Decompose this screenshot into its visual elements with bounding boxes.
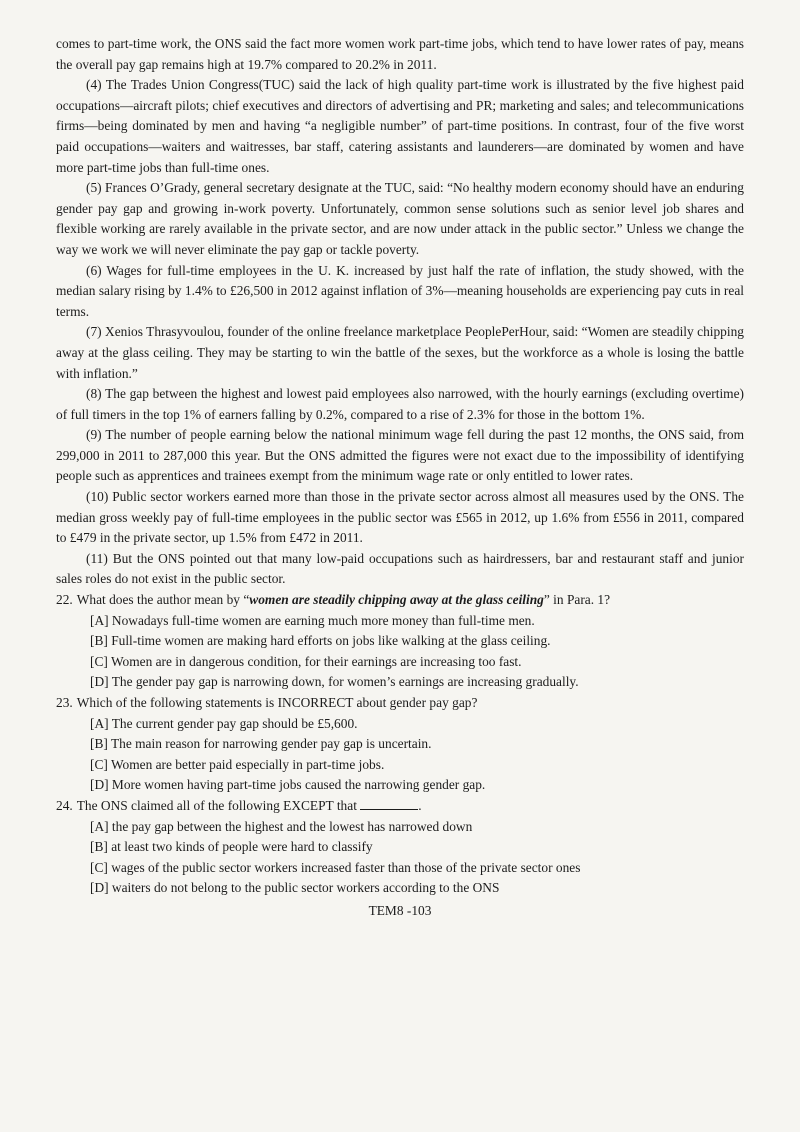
page-footer: TEM8 -103 <box>368 902 432 918</box>
option-24-d[interactable]: [D] waiters do not belong to the public sector workers according to the ONS <box>90 880 500 896</box>
option-24-c[interactable]: [C] wages of the public sector workers increased faster than those of the private sector ones <box>90 859 581 875</box>
option-22-c[interactable]: [C] Women are in dangerous condition, for their earnings are increasing too fast. <box>90 653 522 669</box>
question-22 <box>56 590 744 611</box>
question-stem-end: ” in Para. 1? <box>543 592 611 608</box>
question-number: 22. <box>56 592 73 608</box>
questions <box>56 590 744 899</box>
option-23-a[interactable]: [A] The current gender pay gap should be £5,600. <box>90 715 358 731</box>
paragraph-5: (5) Frances O’Grady, general secretary designate at the TUC, said: “No healthy modern economy should have an enduring gender pay gap and growing in-work poverty. Unfortunately, common sense solutions such as senior level job shares and flexible working are rarely available in the private sector, and are now under attack in the public sector.” Unless we change the way we work we will never eliminate the pay gap or tackle poverty. <box>56 180 744 257</box>
question-23 <box>56 693 744 714</box>
question-stem: The ONS claimed all of the following EXCEPT that <box>76 797 357 813</box>
question-number: 24. <box>56 797 73 813</box>
question-stem-end: . <box>418 797 422 813</box>
option-23-d[interactable]: [D] More women having part-time jobs caused the narrowing gender gap. <box>90 777 486 793</box>
question-stem: What does the author mean by “ <box>76 592 250 608</box>
question-stem: Which of the following statements is INCORRECT about gender pay gap? <box>76 695 478 710</box>
paragraph-11: (11) But the ONS pointed out that many low-paid occupations such as hairdressers, bar and restaurant staff and junior sales roles do not exist in the public sector. <box>56 550 744 587</box>
question-24 <box>56 796 744 817</box>
paragraph-7: (7) Xenios Thrasyvoulou, founder of the online freelance marketplace PeoplePerHour, said: “Women are steadily chipping away at the glass ceiling. They may be starting to win the battle of the sexes, but the workforce as a whole is losing the battle with inflation.” <box>56 324 744 381</box>
passage <box>56 34 744 590</box>
paragraph-10: (10) Public sector workers earned more than those in the private sector across almost all measures used by the ONS. The median gross weekly pay of full-time employees in the public sector was £565 in 2012, up 1.6% from £556 in 2011, compared to £479 in the private sector, up 1.5% from £472 in 2011. <box>56 489 744 546</box>
option-24-a[interactable]: [A] the pay gap between the highest and the lowest has narrowed down <box>90 818 473 834</box>
option-23-b[interactable]: [B] The main reason for narrowing gender pay gap is uncertain. <box>90 736 432 752</box>
paragraph-6: (6) Wages for full-time employees in the U. K. increased by just half the rate of inflation, the study showed, with the median salary rising by 1.4% to £26,500 in 2012 against inflation of 3%—meaning households are experiencing pay cuts in real terms. <box>56 262 744 319</box>
paragraph-4: (4) The Trades Union Congress(TUC) said the lack of high quality part-time work is illustrated by the five highest paid occupations—aircraft pilots; chief executives and directors of advertising and PR; marketing and sales; and telecommunications firms—being dominated by men and having “a negligible number” of part-time positions. In contrast, four of the five worst paid occupations—waiters and waitresses, bar staff, catering assistants and launderers—are dominated by women and have more part-time jobs than full-time ones. <box>56 77 744 175</box>
question-quote: women are steadily chipping away at the glass ceiling <box>249 592 544 608</box>
option-23-c[interactable]: [C] Women are better paid especially in part-time jobs. <box>90 756 385 772</box>
paragraph-9: (9) The number of people earning below the national minimum wage fell during the past 12 months, the ONS said, from 299,000 in 2011 to 287,000 this year. But the ONS admitted the figures were not exact due to the impossibility of identifying people such as apprentices and trainees exempt from the minimum wage rate or only entitled to lower rates. <box>56 427 744 484</box>
answer-blank <box>360 797 418 810</box>
option-22-a[interactable]: [A] Nowadays full-time women are earning much more money than full-time men. <box>90 612 535 628</box>
paragraph-8: (8) The gap between the highest and lowest paid employees also narrowed, with the hourly earnings (excluding overtime) of full timers in the top 1% of earners falling by 0.2%, compared to a rise of 2.3% for those in the bottom 1%. <box>56 386 744 422</box>
option-24-b[interactable]: [B] at least two kinds of people were hard to classify <box>90 839 373 855</box>
question-number: 23. <box>56 695 73 710</box>
paragraph-3-continued: comes to part-time work, the ONS said the fact more women work part-time jobs, which tend to have lower rates of pay, means the overall pay gap remains high at 19.7% compared to 20.2% in 2011. <box>56 36 744 72</box>
option-22-b[interactable]: [B] Full-time women are making hard efforts on jobs like walking at the glass ceiling. <box>90 633 551 649</box>
option-22-d[interactable]: [D] The gender pay gap is narrowing down, for women’s earnings are increasing gradually. <box>90 674 579 690</box>
